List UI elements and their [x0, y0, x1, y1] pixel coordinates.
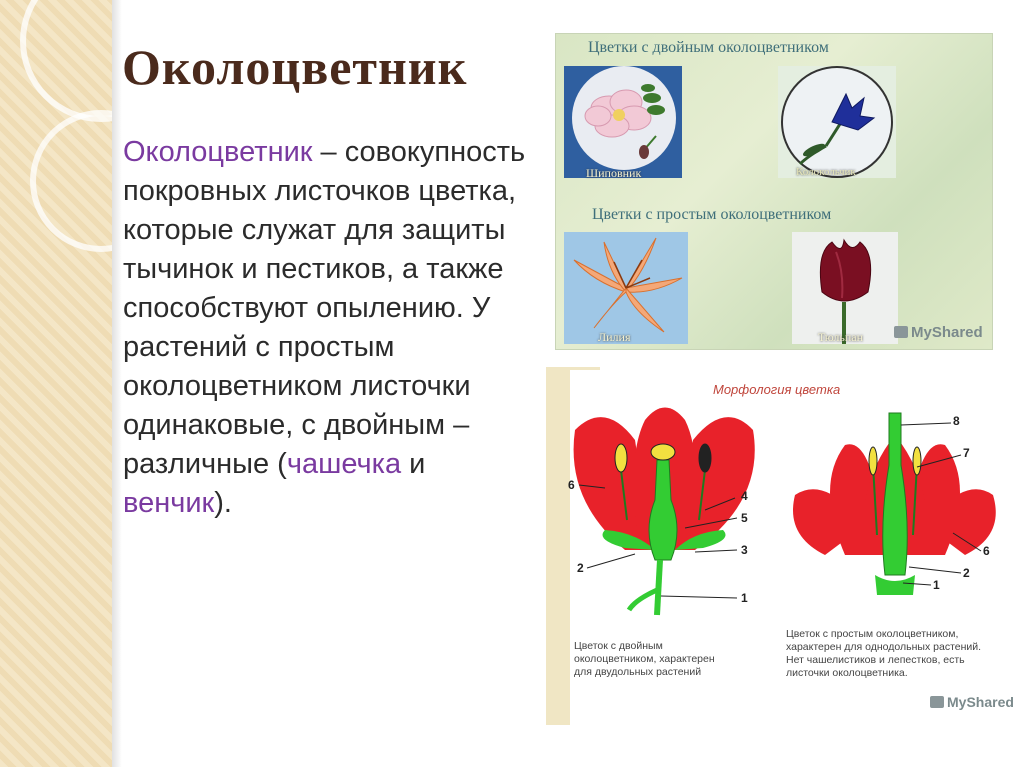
label-num-2: 2: [577, 561, 584, 575]
slide-title: Околоцветник: [122, 39, 468, 95]
label-rosehip: Шиповник: [586, 166, 642, 180]
morphology-title: Морфология цветка: [713, 382, 841, 397]
label-num-6-right: 6: [983, 544, 990, 558]
label-bellflower: Колокольчик: [796, 166, 856, 178]
definition-part-1: – совокупность покровных листочков цветка, которые служат для защиты тычинок и пестиков, а также способствуют опылению. У растений с простым околоцветником листочки одинаковые, с двойным – различные (: [123, 136, 526, 480]
bellflower-photo: [778, 66, 896, 178]
label-num-8: 8: [953, 414, 960, 428]
label-num-7: 7: [963, 446, 970, 460]
lily-photo: [564, 232, 688, 344]
term-calyx: чашечка: [286, 448, 402, 480]
label-num-3: 3: [741, 543, 748, 557]
definition-part-3: ).: [214, 487, 232, 519]
tulip-photo: [792, 232, 898, 344]
label-num-2-right: 2: [963, 566, 970, 580]
myshared-logo-icon: [894, 326, 908, 338]
heading-double-perianth: Цветки с двойным околоцветником: [588, 39, 829, 56]
simple-perianth-diagram: [785, 405, 1005, 595]
label-num-6: 6: [568, 478, 575, 492]
definition-text: [123, 133, 533, 523]
rosehip-photo: [564, 66, 682, 178]
caption-double-perianth: Цветок с двойным околоцветником, характерен для двудольных растений: [574, 640, 715, 678]
myshared-logo-icon: [930, 696, 944, 708]
myshared-watermark-bottom: MyShared: [930, 694, 1014, 710]
myshared-watermark-top: MyShared: [894, 324, 983, 341]
label-num-5: 5: [741, 511, 748, 525]
heading-simple-perianth: Цветки с простым околоцветником: [592, 206, 832, 223]
definition-part-2: и: [401, 448, 426, 480]
label-num-1-right: 1: [933, 578, 940, 592]
label-lily: Лилия: [598, 330, 631, 344]
label-num-4: 4: [741, 489, 748, 503]
flower-photos-panel: [555, 33, 993, 350]
term-corolla: венчик: [123, 487, 215, 519]
caption-simple-perianth: Цветок с простым околоцветником, характерен для однодольных растений. Нет чашелистиков и лепестков, есть листочки околоцветника.: [786, 628, 982, 679]
slide-edge-shadow: [112, 0, 122, 767]
label-tulip: Тюльпан: [818, 330, 864, 344]
double-perianth-diagram: [565, 400, 765, 620]
label-num-1: 1: [741, 591, 748, 605]
term-perianth: Околоцветник: [123, 136, 313, 168]
